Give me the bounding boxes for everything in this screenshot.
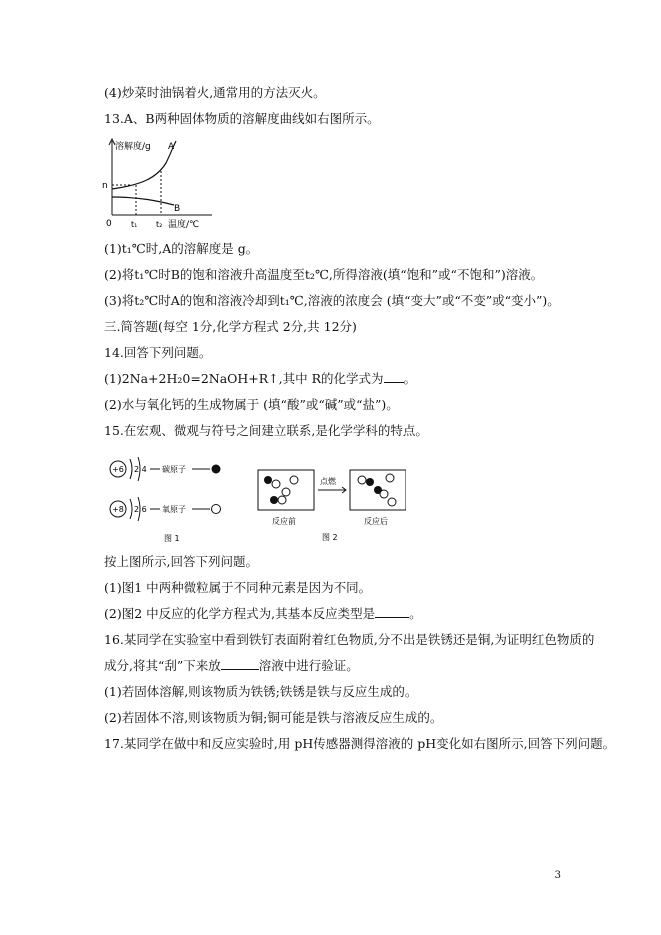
carbon-atom-model	[212, 465, 221, 474]
svg-text:2 4: 2 4	[134, 465, 147, 474]
oxygen-atom-model	[212, 505, 221, 514]
q16-stem-line2: 成分,将其“刮”下来放 溶液中进行验证。	[104, 658, 359, 673]
after-label: 反应后	[364, 517, 388, 526]
q15-intro: 按上图所示,回答下列问题。	[104, 554, 258, 569]
q15-part1: (1)图1 中两种微粒属于不同种元素是因为不同。	[104, 580, 372, 595]
q17-stem: 17.某同学在做中和反应实验时,用 pH传感器测得溶液的 pH变化如右图所示,回答下列问题。	[104, 736, 616, 751]
q16-part1: (1)若固体溶解,则该物质为铁锈;铁锈是铁与反应生成的。	[104, 684, 418, 699]
svg-text:+8: +8	[112, 505, 124, 514]
svg-text:+6: +6	[112, 465, 124, 474]
figure-1-caption: 图 1	[164, 534, 180, 543]
answer-blank	[375, 605, 409, 618]
section-3-heading: 三.简答题(每空 1分,化学方程式 2分,共 12分)	[104, 319, 357, 334]
q14-part1: (1)2Na+2H₂0=2NaOH+R↑,其中 R的化学式为 。	[104, 371, 417, 386]
x-tick-t1: t₁	[131, 220, 138, 229]
x-tick-t2: t₂	[156, 220, 163, 229]
svg-text:2 6: 2 6	[134, 505, 147, 514]
oxygen-shell-1	[130, 499, 132, 519]
figure-2-reaction	[256, 468, 406, 544]
y-mark-n: n	[102, 181, 108, 191]
q14-part2: (2)水与氧化钙的生成物属于 (填“酸”或“碱”或“盐”)。	[104, 397, 399, 412]
figure-2-caption: 图 2	[322, 533, 338, 542]
carbon-shell-1	[130, 459, 132, 479]
curve-a-label: A	[168, 142, 175, 152]
x-axis-label: 温度/℃	[168, 220, 200, 230]
answer-blank	[221, 657, 259, 670]
arrow-label: 点燃	[320, 477, 336, 486]
figure-1-atom-structures	[104, 455, 234, 545]
solubility-chart	[100, 135, 220, 231]
curve-b-label: B	[174, 204, 181, 214]
q12-part4: (4)炒菜时油锅着火,通常用的方法灭火。	[104, 85, 326, 100]
q16-stem-line1: 16.某同学在实验室中看到铁钉表面附着红色物质,分不出是铁锈还是铜,为证明红色物质的	[104, 632, 595, 647]
curve-b	[112, 197, 174, 205]
before-label: 反应前	[272, 517, 296, 526]
q13-part2: (2)将t₁℃时B的饱和溶液升高温度至t₂℃,所得溶液(填“饱和”或“不饱和”)溶液。	[104, 267, 544, 282]
origin-label: 0	[106, 219, 112, 229]
q13-stem: 13.A、B两种固体物质的溶解度曲线如右图所示。	[104, 111, 380, 126]
q14-stem: 14.回答下列问题。	[104, 345, 212, 360]
q16-part2: (2)若固体不溶,则该物质为铜;铜可能是铁与溶液反应生成的。	[104, 710, 443, 725]
answer-blank	[384, 370, 404, 383]
svg-text:氧原子: 氧原子	[162, 505, 186, 514]
q13-part1: (1)t₁℃时,A的溶解度是 g。	[104, 241, 259, 256]
q15-part2: (2)图2 中反应的化学方程式为,其基本反应类型是 。	[104, 606, 422, 621]
page-number: 3	[554, 870, 561, 881]
svg-text:碳原子: 碳原子	[162, 465, 186, 474]
q13-part3: (3)将t₂℃时A的饱和溶液冷却到t₁℃,溶液的浓度会 (填“变大”或“不变”或“变小”)。	[104, 293, 560, 308]
q15-stem: 15.在宏观、微观与符号之间建立联系,是化学学科的特点。	[104, 423, 428, 438]
y-axis-label: 溶解度/g	[115, 142, 151, 152]
